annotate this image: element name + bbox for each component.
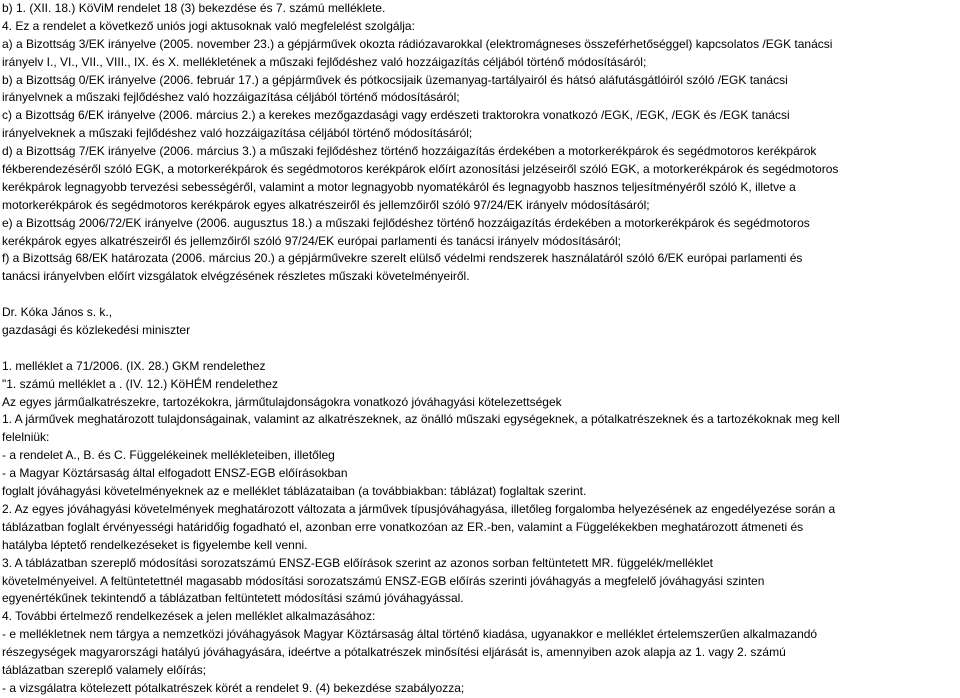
text-line: táblázatban szereplő valamely előírás; [2,662,207,677]
text-line: c) a Bizottság 6/EK irányelve (2006. március 2.) a kerekes mezőgazdasági vagy erdészeti traktorokra vonatkozó /EGK, /EGK, /EGK és /EGK tanácsi [2,108,790,123]
text-line: gazdasági és közlekedési miniszter [2,323,191,338]
text-line: 3. A táblázatban szereplő módosítási sorozatszámú ENSZ-EGB előírások szerint az azonos sorban feltüntetett MR. függelék/melléklet [2,555,714,570]
text-line: b) a Bizottság 0/EK irányelve (2006. február 17.) a gépjárművek és pótkocsijaik üzemanyag-tartályairól és hátsó aláfutásgátlóiról szóló /EGK tanácsi [2,72,788,87]
text-line: foglalt jóváhagyási követelményeknek az e melléklet táblázataiban (a továbbiakban: táblázat) foglaltak szerint. [2,484,587,499]
spacer [2,340,958,358]
text-line: "1. számú melléklet a . (IV. 12.) KöHÉM rendelethez [2,376,278,391]
text-line: 2. Az egyes jóváhagyási követelmények meghatározott változata a járművek típusjóváhagyása, illetőleg forgalomba helyezésének az engedélyezése során a [2,501,836,516]
text-line: tanácsi irányelvben előírt vizsgálatok elvégzésének részletes műszaki követelményeiről. [2,269,470,284]
text-line: Dr. Kóka János s. k., [2,305,113,320]
text-line: hatályba léptető rendelkezéseket is figyelembe kell venni. [2,537,308,552]
text-line: motorkerékpárok és segédmotoros kerékpárok egyes alkatrészeiről és jellemzőiről szóló 97/24/EK irányelv módosításáról; [2,197,650,212]
text-line: kerékpárok egyes alkatrészeiről és jellemzőiről szóló 97/24/EK európai parlamenti és tanácsi irányelv módosításáról; [2,233,621,248]
text-line: d) a Bizottság 7/EK irányelve (2006. március 3.) a műszaki fejlődéshez történő hozzáigazítás érdekében a motorkerékpárok és segédmotoros kerékpárok [2,144,817,159]
text-line: kerékpárok legnagyobb tervezési sebességéről, valamint a motor legnagyobb nyomatékáról és legnagyobb hasznos teljesítményéről szóló K, illetve a [2,179,796,194]
text-line: táblázatban foglalt érvényességi határidőig fogadható el, azonban erre vonatkozóan az ER.-ben, valamint a Függelékekben meghatározott átmeneti és [2,519,804,534]
text-line: irányelveknek a műszaki fejlődéshez való hozzáigazítása céljából történő módosításáról; [2,126,473,141]
text-line: követelményeivel. A feltüntetettnél magasabb módosítási sorozatszámú ENSZ-EGB előírás szerinti jóváhagyás a megfelelő jóváhagyási szinten [2,573,765,588]
regulation-compliance-section [2,0,958,286]
spacer [2,286,958,304]
text-line: irányelvnek a műszaki fejlődéshez való hozzáigazítása céljából történő módosításáról; [2,90,460,105]
text-line: részegységek magyarországi hatályú jóváhagyására, ideértve a pótalkatrészek minősítési eljárását is, amennyiben azok alapja az 1. vagy 2. számú [2,645,786,660]
text-line: - a Magyar Köztársaság által elfogadott ENSZ-EGB előírásokban [2,466,348,481]
text-line: egyenértékűnek tekintendő a táblázatban feltüntetett módosítási számú jóváhagyással. [2,591,464,606]
text-line: Az egyes járműalkatrészekre, tartozékokra, járműtulajdonságokra vonatkozó jóváhagyási kötelezettségek [2,394,562,409]
text-line: - a rendelet A., B. és C. Függelékeinek mellékleteiben, illetőleg [2,448,335,463]
text-line: - a vizsgálatra kötelezett pótalkatrészek körét a rendelet 9. (4) bekezdése szabályozza; [2,680,465,695]
text-line: 4. További értelmező rendelkezések a jelen melléklet alkalmazásához: [2,609,376,624]
text-line: a) a Bizottság 3/EK irányelve (2005. november 23.) a gépjárművek okozta rádiózavarokkal (elektromágneses összeférhetőséggel) kapcsolatos /EGK tanácsi [2,36,833,51]
text-line: 1. melléklet a 71/2006. (IX. 28.) GKM rendelethez [2,358,266,373]
text-line: 4. Ez a rendelet a következő uniós jogi aktusoknak való megfelelést szolgálja: [2,18,415,33]
text-line: f) a Bizottság 68/EK határozata (2006. március 20.) a gépjárművekre szerelt elülső védelmi rendszerek használatáról szóló 6/EK európai parlamenti és [2,251,803,266]
minister-signature [2,304,958,340]
text-line: - e mellékletnek nem tárgya a nemzetközi jóváhagyások Magyar Köztársaság által történő kiadása, ugyanakkor e melléklet értelemszerűen alkalmazandó [2,627,818,642]
text-line: b) 1. (XII. 18.) KöViM rendelet 18 (3) bekezdése és 7. számú melléklete. [2,1,386,15]
text-line: 1. A járművek meghatározott tulajdonságainak, valamint az alkatrészeknek, az önálló műszaki egységeknek, a pótalkatrészeknek és a tartozékoknak meg kell [2,412,840,427]
text-line: felelniük: [2,430,50,445]
annex-1-section [2,358,958,698]
text-line: e) a Bizottság 2006/72/EK irányelve (2006. augusztus 18.) a műszaki fejlődéshez történő hozzáigazítás érdekében a motorkerékpárok és segédmotoros [2,215,810,230]
text-line: irányelv I., VI., VII., VIII., IX. és X. mellékletének a műszaki fejlődéshez való hozzáigazítás céljából történő módosításáról; [2,54,647,69]
text-line: fékberendezéséről szóló EGK, a motorkerékpárok és segédmotoros kerékpárok előírt azonosítási jelzéseiről szóló EGK, a motorkerékpárok és segédmotoros [2,162,839,177]
